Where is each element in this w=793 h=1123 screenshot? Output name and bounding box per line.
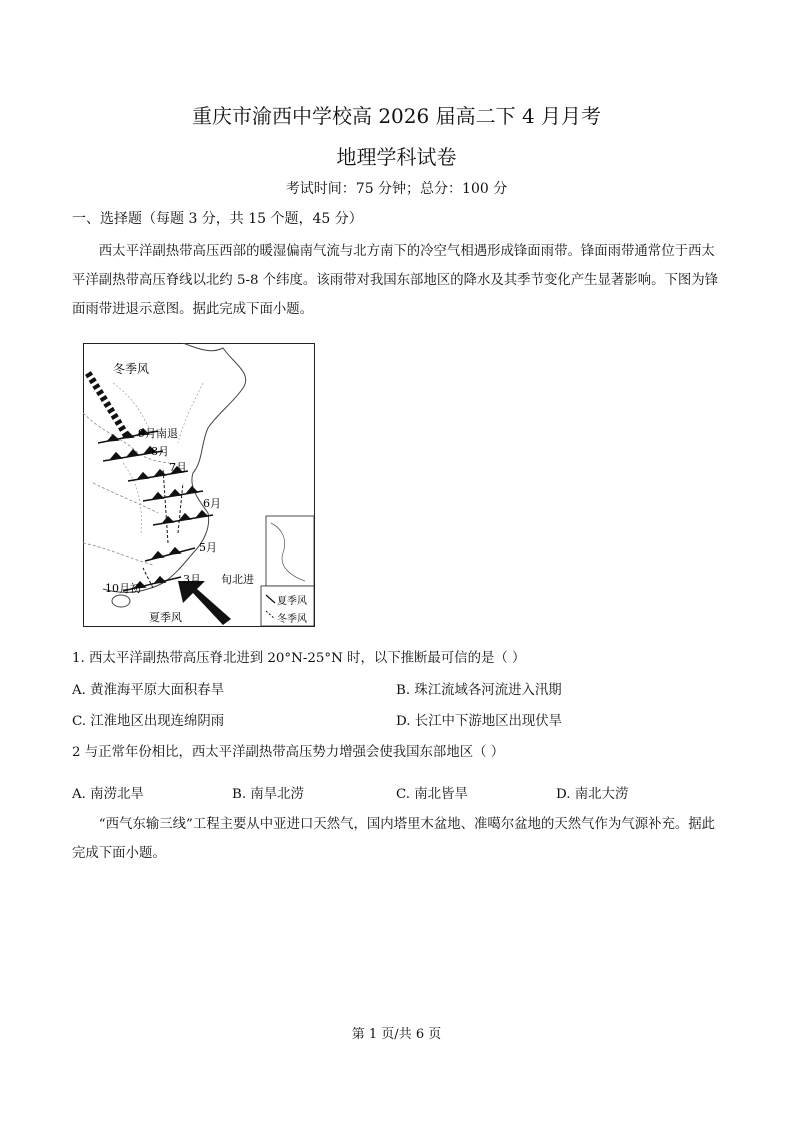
label-winter-monsoon: 冬季风 xyxy=(113,362,150,376)
passage-1: 西太平洋副热带高压西部的暖湿偏南气流与北方南下的冷空气相遇形成锋面雨带。锋面雨带通常位于西太平洋副热带高压脊线以北约 5-8 个纬度。该雨带对我国东部地区的降水及其季节变化产生显著影响。下图为锋面雨带进退示意图。据此完成下面小题。 xyxy=(72,244,719,317)
page-footer: 第 1 页/共 6 页 xyxy=(351,1027,442,1042)
q1-option-a[interactable]: A. 黄淮海平原大面积春旱 xyxy=(72,683,225,698)
exam-subject: 地理学科试卷 xyxy=(336,145,457,169)
q2-option-b[interactable]: B. 南旱北涝 xyxy=(232,787,304,802)
passage-2: “西气东输三线”工程主要从中亚进口天然气，国内塔里木盆地、准噶尔盆地的天然气作为气源补充。据此完成下面小题。 xyxy=(72,817,716,861)
label-sep: 9月南退 xyxy=(138,427,178,440)
question-1: 1. 西太平洋副热带高压脊北进到 20°N-25°N 时，以下推断最可信的是（ ） xyxy=(72,651,526,666)
exam-title: 重庆市渝西中学校高 2026 届高二下 4 月月考 xyxy=(191,104,602,128)
q1-option-b[interactable]: B. 珠江流域各河流进入汛期 xyxy=(396,683,562,698)
q2-option-c[interactable]: C. 南北皆旱 xyxy=(396,787,468,802)
label-may: 5月 xyxy=(199,541,217,554)
q2-option-a[interactable]: A. 南涝北旱 xyxy=(72,787,144,802)
label-oct: 10月初 xyxy=(105,582,141,595)
label-summer-monsoon: 夏季风 xyxy=(149,611,182,624)
q1-option-c[interactable]: C. 江淮地区出现连绵阴雨 xyxy=(72,714,225,729)
exam-info: 考试时间：75 分钟；总分：100 分 xyxy=(285,181,508,197)
label-aug: 8月 xyxy=(151,445,169,458)
label-north-advance: 旬北进 xyxy=(221,573,254,586)
legend-summer: 夏季风 xyxy=(277,596,307,607)
section-heading: 一、选择题（每题 3 分，共 15 个题，45 分） xyxy=(72,211,363,227)
label-jun: 6月 xyxy=(203,497,221,510)
q1-option-d[interactable]: D. 长江中下游地区出现伏旱 xyxy=(396,714,563,729)
question-2: 2 与正常年份相比，西太平洋副热带高压势力增强会使我国东部地区（ ） xyxy=(72,745,505,760)
label-jul: 7月 xyxy=(169,461,187,474)
q2-option-d[interactable]: D. 南北大涝 xyxy=(556,787,629,802)
rain-belt-map xyxy=(83,343,315,627)
label-mar: 3月 xyxy=(183,573,201,586)
legend-winter: 冬季风 xyxy=(277,614,307,625)
